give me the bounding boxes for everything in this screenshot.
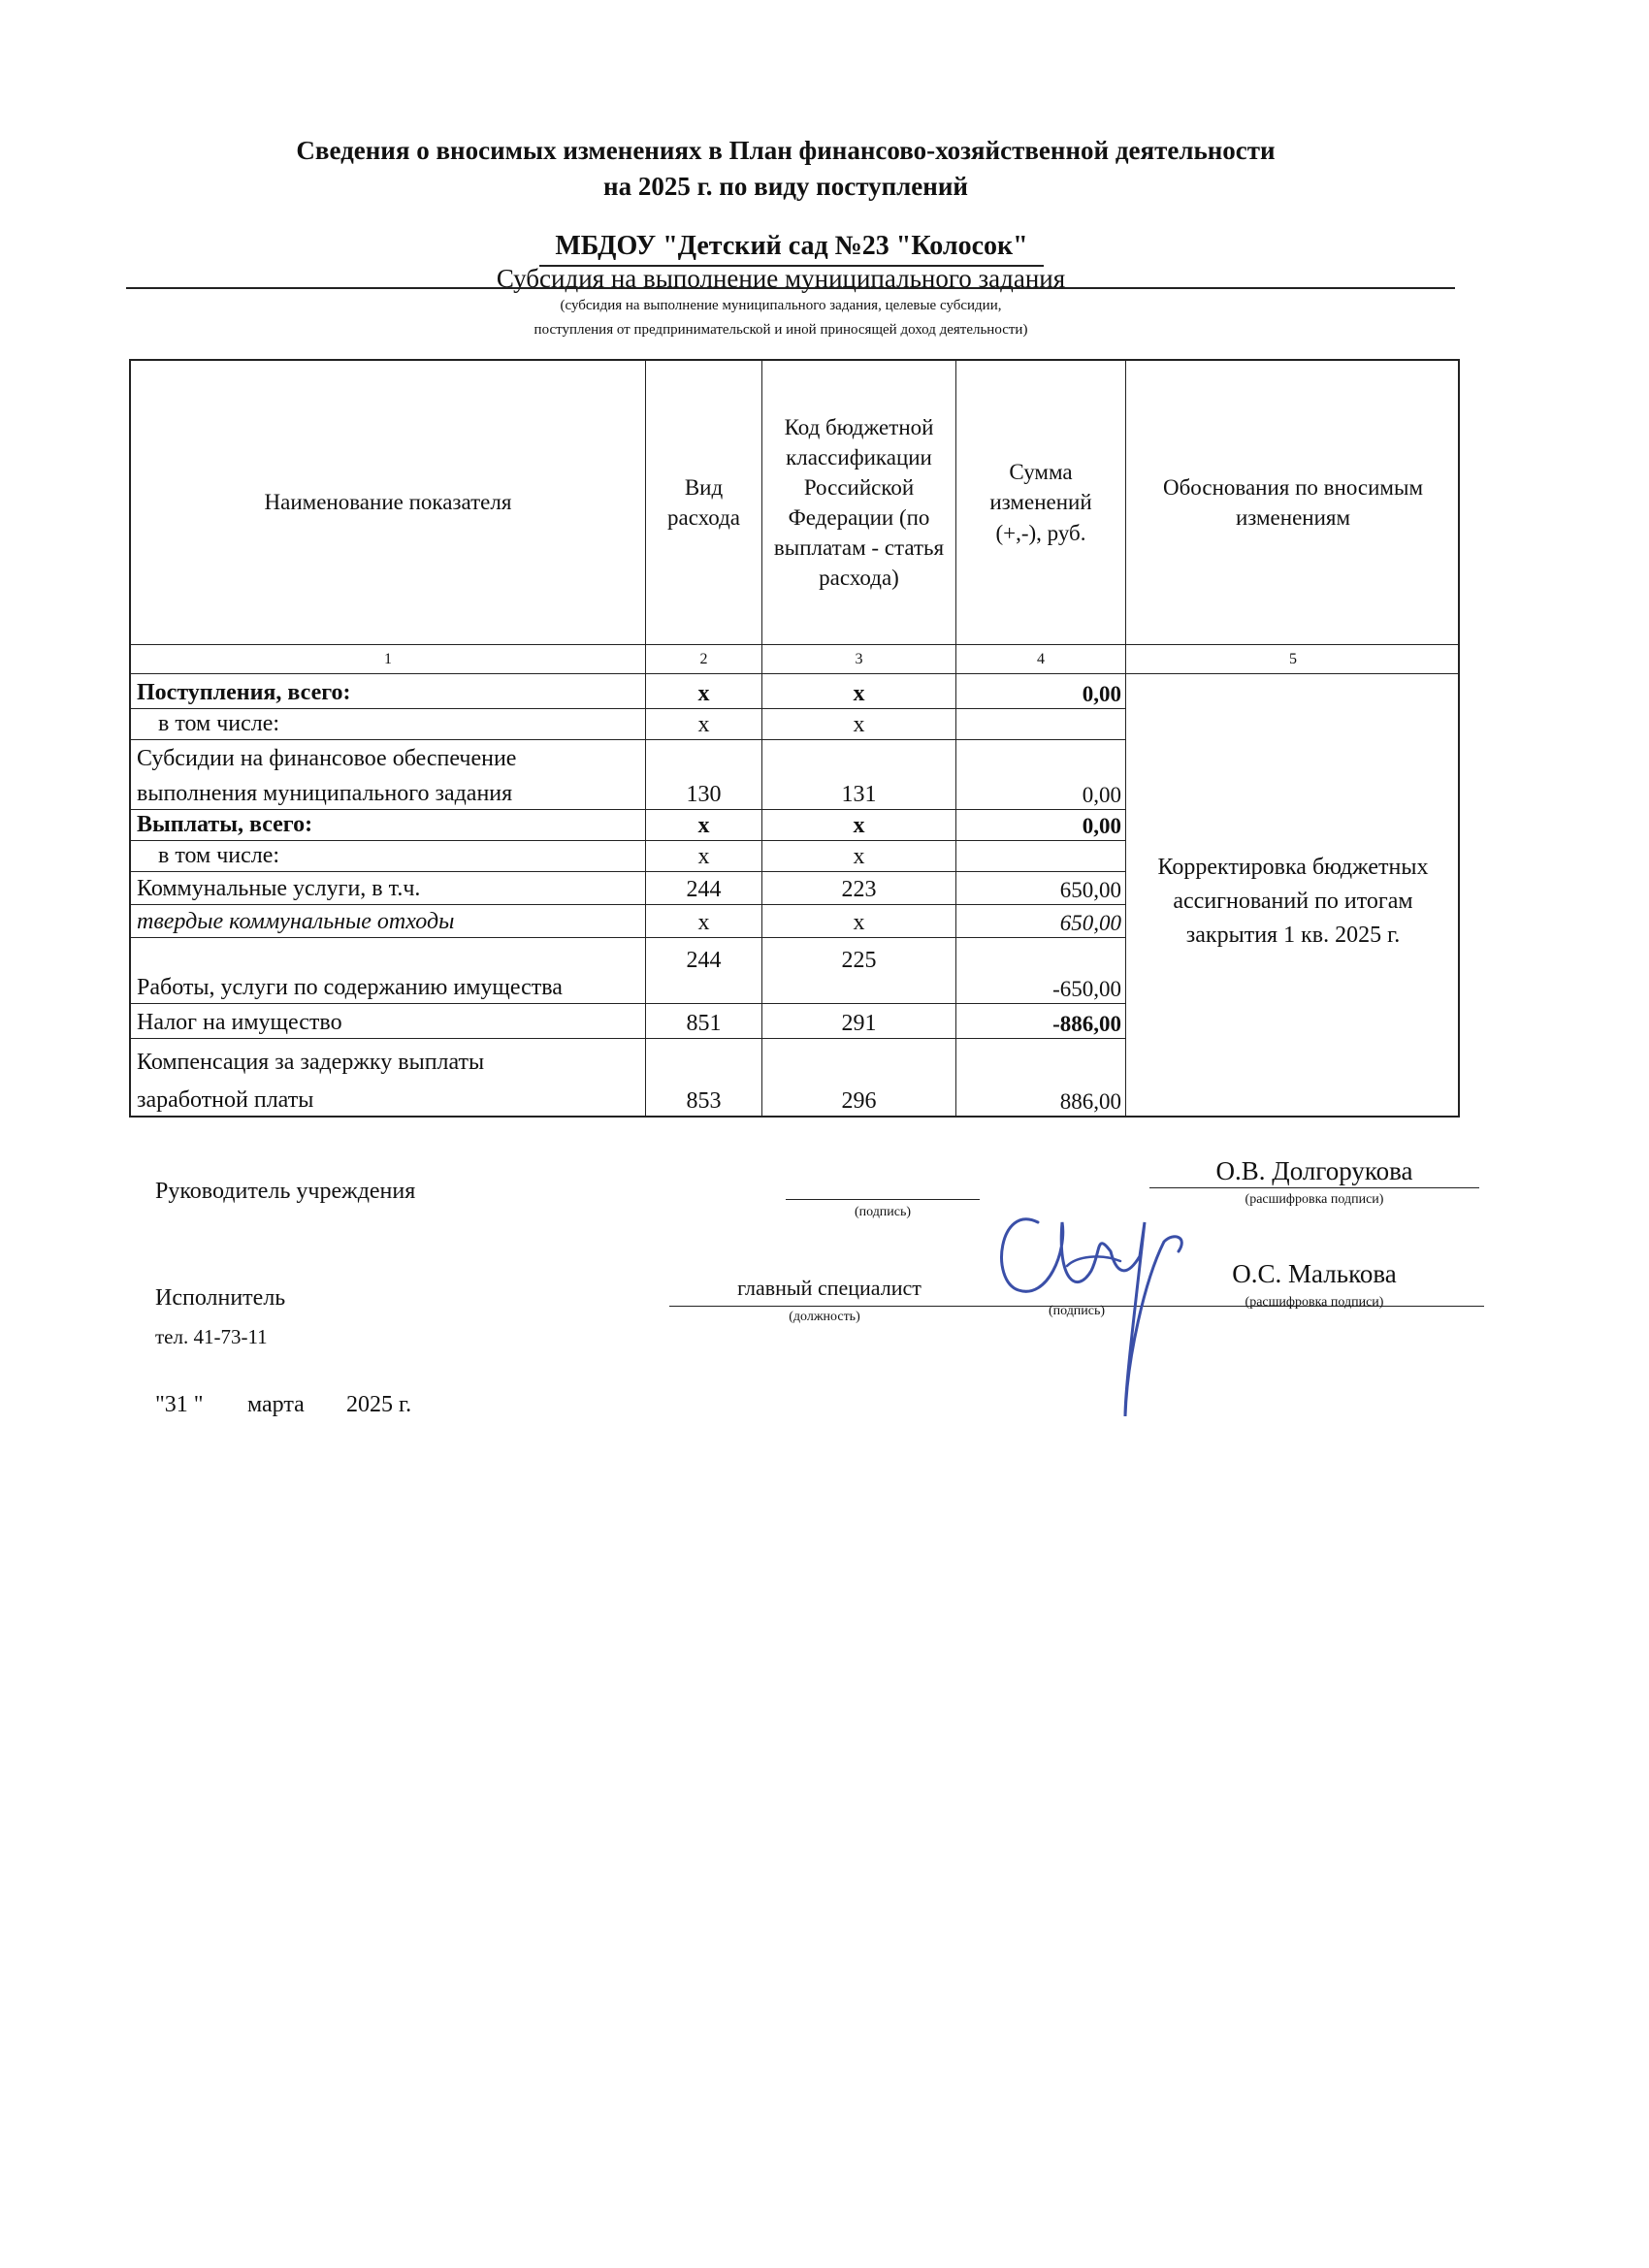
column-number: 4 (955, 645, 1125, 673)
table-row (131, 708, 1125, 739)
funding-hint-line2: поступления от предпринимательской и иной приносящей доход деятельности) (534, 322, 1028, 338)
row-name: в том числе: (158, 843, 280, 868)
handwritten-signature (980, 1164, 1203, 1426)
signature-stroke (1002, 1219, 1182, 1416)
reason-line1: Корректировка бюджетных (1157, 855, 1429, 880)
table-row (131, 739, 1125, 809)
header-reason: Обоснования по вносимым изменениям (1125, 361, 1460, 644)
row-name: Поступления, всего: (137, 680, 351, 705)
funding-hint-line1: (субсидия на выполнение муниципального задания, целевые субсидии, (560, 298, 1002, 313)
row-kbk: 296 (841, 1088, 877, 1114)
row-name: в том числе: (158, 711, 280, 736)
executor-label: Исполнитель (155, 1285, 286, 1311)
reason-line3: закрытия 1 кв. 2025 г. (1185, 923, 1401, 948)
row-sum: 650,00 (1059, 878, 1121, 902)
executor-position: главный специалист (737, 1276, 922, 1300)
row-name-line1: Компенсация за задержку выплаты (137, 1050, 485, 1075)
head-signature-line (786, 1199, 980, 1200)
row-vid: 244 (686, 948, 722, 973)
funding-type: Субсидия на выполнение муниципального задания (496, 264, 1066, 293)
row-sum: 650,00 (1059, 911, 1121, 935)
row-vid: х (697, 813, 710, 838)
column-numbers-row (131, 644, 1458, 673)
row-sum: -886,00 (1052, 1012, 1121, 1036)
column-number: 3 (761, 645, 955, 673)
header-name: Наименование показателя (264, 490, 512, 515)
executor-position-hint: (должность) (789, 1310, 860, 1324)
column-number: 1 (384, 650, 392, 667)
document-subtitle: на 2025 г. по виду поступлений (603, 172, 968, 201)
row-name: твердые коммунальные отходы (137, 909, 455, 934)
row-name-line2: выполнения муниципального задания (137, 781, 513, 806)
row-name: Работы, услуги по содержанию имущества (137, 975, 563, 1000)
column-number: 5 (1125, 645, 1460, 673)
date-month: марта (247, 1392, 305, 1417)
row-kbk: х (853, 844, 865, 869)
date-day: "31 " (155, 1392, 204, 1417)
header-sum: Сумма изменений (+,-), руб. (955, 361, 1125, 644)
table-row (131, 871, 1125, 904)
head-name: О.В. Долгорукова (1215, 1156, 1413, 1185)
executor-name-hint: (расшифровка подписи) (1245, 1295, 1384, 1310)
row-name: Коммунальные услуги, в т.ч. (137, 876, 421, 901)
table-row (131, 1003, 1125, 1038)
row-kbk: х (853, 910, 865, 935)
table-header-row (131, 361, 1458, 644)
head-label: Руководитель учреждения (155, 1179, 416, 1204)
reason-cell (1125, 673, 1460, 1116)
funding-underline (126, 287, 1455, 289)
row-kbk: х (853, 813, 865, 838)
executor-name: О.С. Малькова (1232, 1259, 1397, 1288)
row-vid: х (697, 681, 710, 706)
reason-line2: ассигнований по итогам (1173, 889, 1413, 914)
row-vid: 130 (686, 782, 722, 807)
header-kbk: Код бюджетной классификации Российской Федерации (по выплатам - статья расхода) (761, 361, 955, 644)
table-row (131, 937, 1125, 1003)
row-kbk: 223 (841, 877, 877, 902)
table-row (131, 904, 1125, 937)
head-name-hint: (расшифровка подписи) (1245, 1192, 1384, 1207)
row-kbk: х (853, 712, 865, 737)
row-kbk: 225 (841, 948, 877, 973)
row-name-line2: заработной платы (137, 1087, 314, 1113)
row-vid: 851 (686, 1011, 722, 1036)
table-row (131, 1038, 1125, 1116)
table-row (131, 673, 1125, 708)
row-name: Налог на имущество (137, 1010, 342, 1035)
row-name-line1: Субсидии на финансовое обеспечение (137, 746, 517, 771)
row-vid: х (697, 910, 710, 935)
row-sum: 0,00 (1082, 682, 1121, 706)
row-sum: 886,00 (1059, 1089, 1121, 1114)
changes-table (129, 359, 1460, 1118)
row-sum: 0,00 (1082, 814, 1121, 838)
row-sum: -650,00 (1052, 977, 1121, 1001)
header-vid: Вид расхода (645, 361, 761, 644)
row-vid: 244 (686, 877, 722, 902)
row-sum: 0,00 (1082, 783, 1121, 807)
organization-name: МБДОУ "Детский сад №23 "Колосок" (555, 231, 1028, 261)
row-kbk: х (853, 681, 865, 706)
date-year: 2025 г. (346, 1392, 412, 1417)
table-row (131, 840, 1125, 871)
row-name: Выплаты, всего: (137, 812, 313, 837)
row-vid: х (697, 712, 710, 737)
row-vid: х (697, 844, 710, 869)
row-kbk: 291 (841, 1011, 877, 1036)
head-signature-hint: (подпись) (854, 1205, 912, 1219)
column-number: 2 (645, 645, 761, 673)
row-kbk: 131 (841, 782, 877, 807)
executor-signature-hint: (подпись) (1048, 1304, 1106, 1318)
table-row (131, 809, 1125, 840)
executor-phone: тел. 41-73-11 (155, 1325, 268, 1348)
row-vid: 853 (686, 1088, 722, 1114)
document-title: Сведения о вносимых изменениях в План финансово-хозяйственной деятельности (296, 136, 1276, 165)
